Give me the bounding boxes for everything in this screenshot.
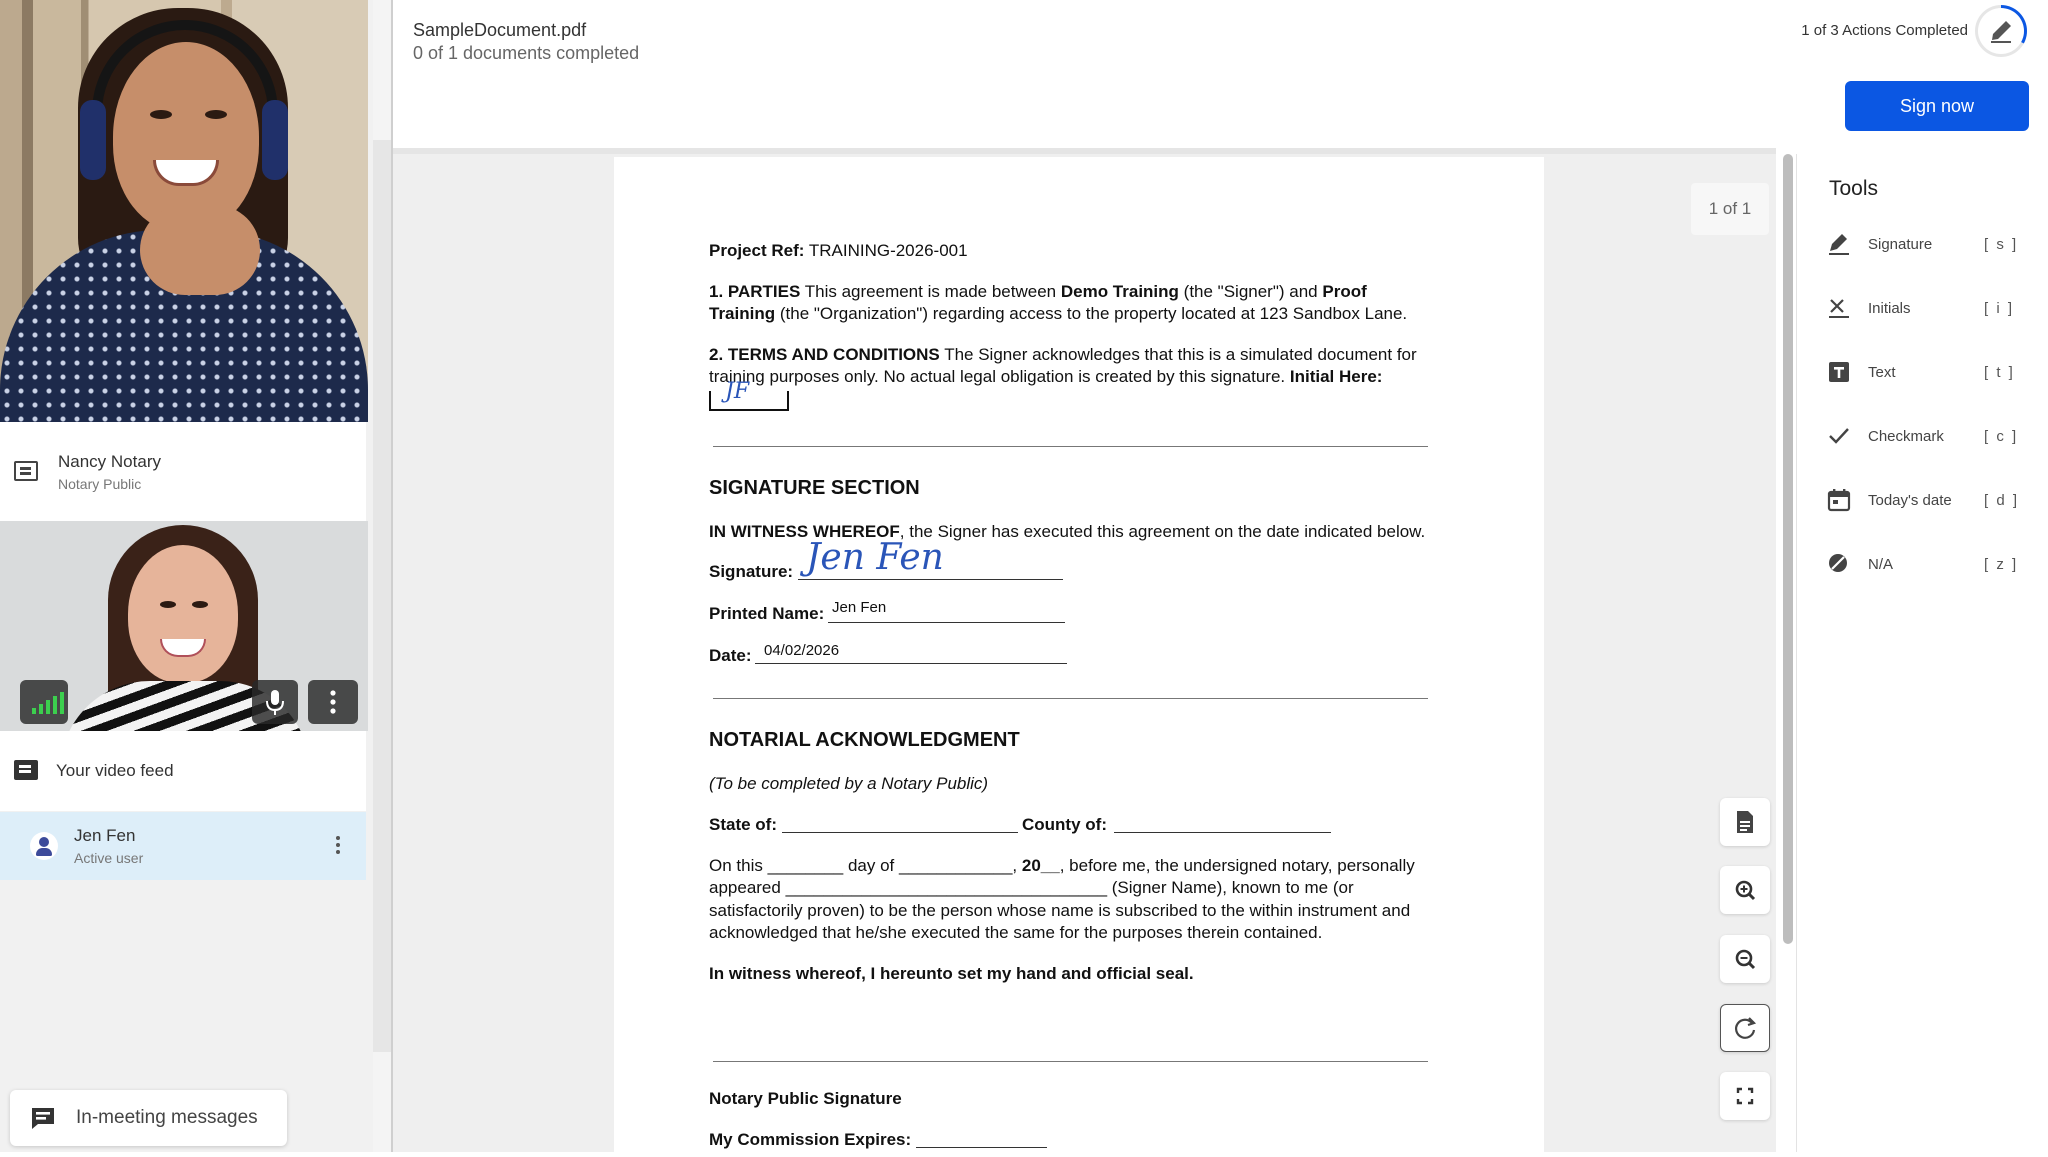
fullscreen-button[interactable]	[1720, 1072, 1770, 1120]
participant-menu-icon[interactable]	[336, 836, 340, 840]
commission-label: My Commission Expires:	[709, 1130, 912, 1149]
tool-text[interactable]	[1826, 357, 2026, 387]
messages-icon	[30, 1106, 56, 1130]
participants-panel	[0, 0, 392, 1152]
participant-name: Jen Fen	[74, 826, 136, 845]
participant-row-jen[interactable]	[0, 812, 366, 880]
actions-status: 1 of 3 Actions Completed	[1801, 22, 1968, 39]
participant-role: Notary Public	[58, 475, 142, 492]
rotate-button[interactable]	[1720, 1004, 1770, 1052]
signature-label: Signature:	[709, 562, 794, 581]
chat-icon[interactable]	[14, 758, 40, 784]
tool-signature[interactable]	[1826, 229, 2026, 259]
ack-line-2: appeared __________________________________ (Signer Name), known to me (or	[709, 878, 1354, 897]
sign-now-button[interactable]: Sign now	[1845, 81, 2029, 131]
zoom-out-icon	[1720, 935, 1770, 983]
tools-divider	[1796, 154, 1797, 1152]
zoom-in-button[interactable]	[1720, 866, 1770, 914]
notary-hand	[140, 205, 260, 295]
in-meeting-messages-button[interactable]	[10, 1090, 287, 1146]
section-divider	[713, 698, 1428, 699]
video-options-button[interactable]	[308, 680, 358, 724]
ack-line-4: acknowledged that he/she executed the same for the purposes therein contained.	[709, 923, 1323, 942]
viewer-scrollbar[interactable]	[1783, 154, 1793, 944]
section-divider	[713, 446, 1428, 447]
participants-scrollbar[interactable]	[373, 0, 392, 1152]
tool-shortcut: [ s ]	[1984, 235, 2019, 253]
tool-label: N/A	[1868, 555, 1894, 573]
in-meeting-messages-label: In-meeting messages	[76, 1107, 258, 1128]
notarial-heading: NOTARIAL ACKNOWLEDGMENT	[709, 729, 1020, 751]
headphones-left	[80, 100, 106, 180]
tool-label: Checkmark	[1868, 427, 1944, 445]
more-vertical-icon	[308, 680, 358, 724]
document-info-button[interactable]	[1720, 798, 1770, 846]
signature-section-heading: SIGNATURE SECTION	[709, 477, 920, 499]
document-page	[614, 157, 1544, 1157]
user-avatar-icon	[30, 832, 58, 860]
user-eye-left	[160, 601, 176, 608]
tool-shortcut: [ t ]	[1984, 363, 2015, 381]
not-applicable-icon	[1826, 551, 1852, 577]
notary-video-feed	[0, 0, 368, 422]
calendar-icon	[1826, 487, 1852, 513]
ack-line-1: On this ________ day of ____________, 20__, before me, the undersigned notary, personally	[709, 856, 1415, 875]
printed-name-value[interactable]: Jen Fen	[832, 599, 887, 616]
parties-line-2: Training (the "Organization") regarding access to the property located at 123 Sandbox Lane.	[709, 304, 1408, 323]
signature-icon	[1826, 231, 1852, 257]
actions-progress-ring	[1975, 5, 2027, 57]
microphone-icon	[252, 680, 298, 724]
tool-checkmark[interactable]	[1826, 421, 2026, 451]
text-icon	[1826, 359, 1852, 385]
tool-label: Text	[1868, 363, 1896, 381]
signature-line	[798, 579, 1063, 580]
tool-todays-date[interactable]	[1826, 485, 2026, 515]
terms-line-2: training purposes only. No actual legal obligation is created by this signature. Initial Here:	[709, 367, 1383, 386]
tool-not-applicable[interactable]	[1826, 549, 2026, 579]
checkmark-icon	[1826, 423, 1852, 449]
printed-name-label: Printed Name:	[709, 604, 825, 623]
tool-initials[interactable]	[1826, 293, 2026, 323]
commission-line	[916, 1147, 1047, 1148]
rotate-icon	[1721, 1005, 1769, 1051]
initials-value: JF	[725, 379, 750, 404]
tool-shortcut: [ z ]	[1984, 555, 2019, 573]
date-line	[755, 663, 1067, 664]
county-label: County of:	[1022, 815, 1107, 834]
page-indicator: 1 of 1	[1691, 183, 1769, 235]
pen-icon	[1978, 8, 2024, 54]
document-name: SampleDocument.pdf	[413, 20, 587, 40]
documents-progress: 0 of 1 documents completed	[413, 43, 640, 63]
document-icon	[1720, 798, 1770, 846]
signature-value[interactable]: Jen Fen	[806, 537, 944, 578]
tools-title: Tools	[1829, 177, 1879, 200]
participant-role: Active user	[74, 850, 144, 866]
notary-signature-line	[713, 1061, 1428, 1062]
user-face	[128, 545, 238, 683]
state-line	[782, 832, 1018, 833]
tool-shortcut: [ c ]	[1984, 427, 2019, 445]
microphone-button[interactable]	[252, 680, 298, 724]
county-line	[1114, 832, 1331, 833]
terms-line-1: 2. TERMS AND CONDITIONS The Signer acknowledges that this is a simulated document for	[709, 345, 1417, 364]
state-label: State of:	[709, 815, 777, 834]
tool-shortcut: [ d ]	[1984, 491, 2020, 509]
notary-signature-label: Notary Public Signature	[709, 1089, 902, 1108]
seal-statement: In witness whereof, I hereunto set my hand and official seal.	[709, 964, 1194, 983]
notarial-note: (To be completed by a Notary Public)	[709, 774, 989, 793]
tool-label: Initials	[1868, 299, 1911, 317]
chat-icon[interactable]	[14, 459, 40, 485]
zoom-in-icon	[1720, 866, 1770, 914]
ack-line-3: satisfactorily proven) to be the person whose name is subscribed to the within instrument and	[709, 901, 1411, 920]
printed-name-line	[828, 622, 1065, 623]
user-eye-right	[192, 601, 208, 608]
date-label: Date:	[709, 646, 752, 665]
headphones-right	[262, 100, 288, 180]
participant-row-nancy[interactable]	[0, 422, 366, 521]
witness-statement: IN WITNESS WHEREOF, the Signer has executed this agreement on the date indicated below.	[709, 522, 1426, 541]
signal-strength-icon	[32, 692, 64, 714]
date-value[interactable]: 04/02/2026	[764, 642, 840, 659]
initials-icon	[1826, 295, 1852, 321]
tool-shortcut: [ i ]	[1984, 299, 2015, 317]
initials-field[interactable]	[709, 379, 789, 411]
fullscreen-icon	[1720, 1072, 1770, 1120]
your-video-feed-row[interactable]	[0, 731, 366, 811]
tool-label: Today's date	[1868, 491, 1952, 509]
zoom-out-button[interactable]	[1720, 935, 1770, 983]
tool-label: Signature	[1868, 235, 1933, 253]
project-ref: Project Ref: TRAINING-2026-001	[709, 241, 968, 260]
connection-signal-button[interactable]	[20, 680, 68, 724]
your-video-feed-label: Your video feed	[56, 761, 174, 780]
participant-name: Nancy Notary	[58, 451, 161, 471]
parties-line-1: 1. PARTIES This agreement is made between Demo Training (the "Signer") and Proof	[709, 282, 1367, 301]
